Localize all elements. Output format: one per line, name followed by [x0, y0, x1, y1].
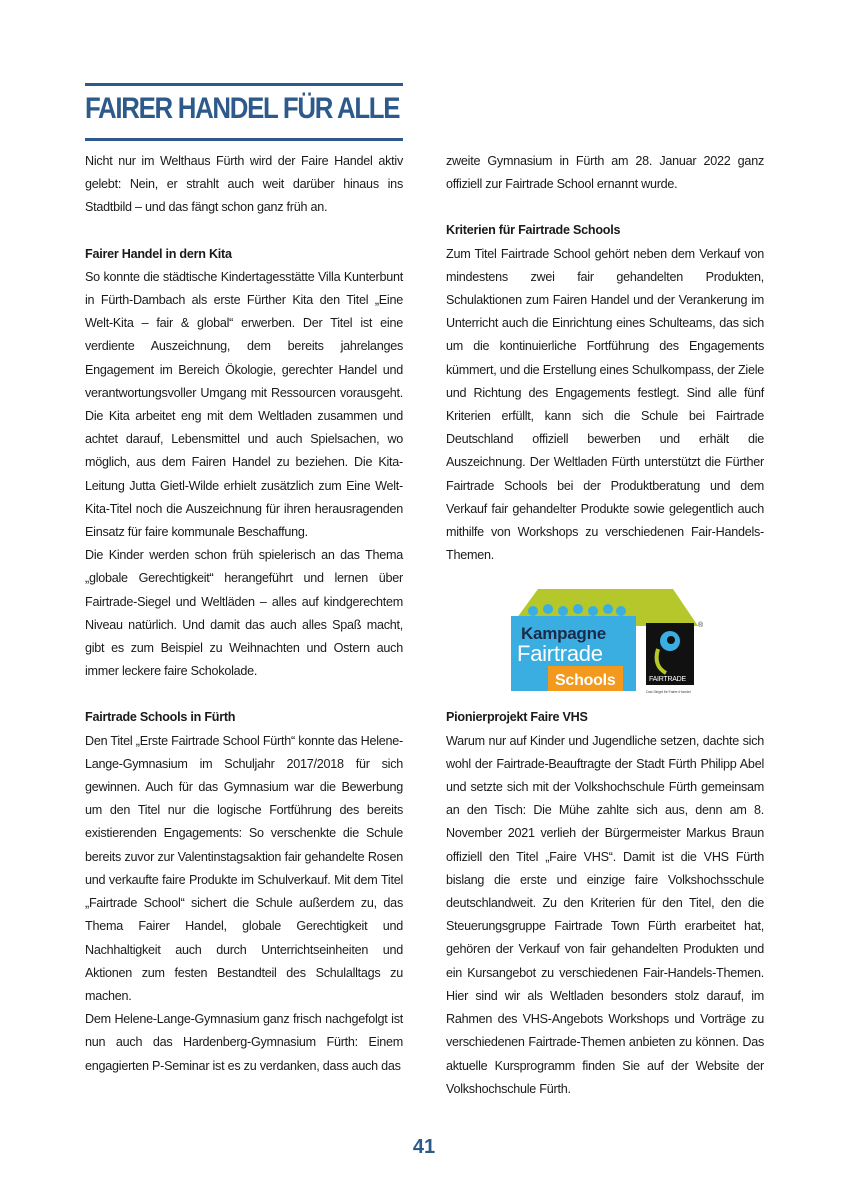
continuation-paragraph: zweite Gymnasium in Fürth am 28. Januar 2022 ganz offiziell zur Fairtrade School ernannt wurde. — [446, 154, 764, 192]
criteria-paragraph: Zum Titel Fairtrade School gehört neben dem Verkauf von mindestens zwei fair gehandelten Produkten, Schulaktionen zum Fairen Handel und der Verankerung im Unterricht auch die Einrichtung eines Schulteams, das sich um die kontinuierliche Fortführung des Engagements kümmert, und die Erstellung eines Schulkompass, der Ziele und Richtung des Engagements festlegt. Sind alle fünf Kriterien erfüllt, kann sich die Schule bei Fairtrade Deutschland offiziell bewerben und erhält die Auszeichnung. Der Weltladen Fürth unterstützt die Fürther Fairtrade Schools bei der Produktberatung und dem Verkauf fair gehandelter Produkte sowie gelegentlich auch mithilfe von Workshops zu verschiedenen Fair-Handels-Themen. — [446, 246, 764, 563]
bottom-rule — [85, 138, 403, 141]
logo-text-fairtrade: Fairtrade — [517, 641, 603, 667]
left-column — [85, 150, 403, 1078]
fairtrade-schools-logo — [503, 581, 703, 696]
intro-paragraph: Nicht nur im Welthaus Fürth wird der Faire Handel aktiv gelebt: Nein, er strahlt auch weit darüber hinaus ins Stadtbild – und das fängt schon ganz früh an. — [85, 154, 403, 215]
logo-text-kampagne: Kampagne — [521, 624, 606, 644]
logo-graphic — [503, 581, 703, 696]
logo-tagline: Das Siegel für Fairen Handel — [646, 689, 691, 695]
page-number: 41 — [412, 1136, 436, 1158]
schools-paragraph-2: Dem Helene-Lange-Gymnasium ganz frisch nachgefolgt ist nun auch das Hardenberg-Gymnasium Fürth: Einem engagierten P-Seminar ist es zu verdanken, dass auch das — [85, 1012, 403, 1073]
kita-paragraph: So konnte die städtische Kindertagesstätte Villa Kunterbunt in Fürth-Dambach als erste Fürther Kita den Titel „Eine Welt-Kita – fair & global“ erwerben. Der Titel ist eine verdiente Auszeichnung, dem bereits jahrelanges Engagement im Bereich Ökologie, gerechter Handel und verantwortungsvoller Umgang mit Ressourcen vorausgeht. Die Kita arbeitet eng mit dem Weltladen zusammen und achtet darauf, Lebensmittel und auch Spielsachen, wo möglich, aus dem Fairen Handel zu beziehen. Die Kita-Leitung Jutta Gietl-Wilde erhielt zusätzlich zum Eine Welt-Kita-Titel noch die Auszeichnung für ihren herausragenden Einsatz für faire kommunale Beschaffung. — [85, 269, 403, 540]
page-title: FAIRER HANDEL FÜR ALLE — [85, 92, 400, 125]
right-column — [446, 150, 764, 1101]
top-rule — [85, 83, 403, 86]
section-heading-vhs: Pionierprojekt Faire VHS — [446, 710, 588, 725]
logo-text-fairtrade-mark: FAIRTRADE — [649, 676, 686, 684]
logo-text-schools: Schools — [555, 672, 616, 690]
section-heading-criteria: Kriterien für Fairtrade Schools — [446, 223, 621, 238]
kita-paragraph-2: Die Kinder werden schon früh spielerisch an das Thema „globale Gerechtigkeit“ herangeführt und lernen über Fairtrade-Siegel und Weltläden – alles auf kindgerechtem Niveau natürlich. Und damit das auch alles Spaß macht, gibt es zum Beispiel zu Weihnachten und Ostern auch immer leckere faire Schokolade. — [85, 548, 403, 679]
section-heading-schools: Fairtrade Schools in Fürth — [85, 710, 236, 725]
logo-registered: ® — [698, 622, 703, 630]
section-heading-kita: Fairer Handel in dern Kita — [85, 246, 232, 261]
vhs-paragraph: Warum nur auf Kinder und Jugendliche setzen, dachte sich wohl der Fairtrade-Beauftragte der Stadt Fürth Philipp Abel und setzte sich mit der Volkshochschule Fürth gemeinsam an den Tisch: Die Mühe zahlte sich aus, denn am 8. November 2021 verlieh der Bürgermeister Markus Braun offiziell den Titel „Faire VHS“. Damit ist die VHS Fürth bislang die erste und einzige faire Volkshochsschule deutschlandweit. Zu den Kriterien für den Titel, den die Steuerungsgruppe Fairtrade Town Fürth erarbeitet hat, gehören der Verkauf von fair gehandelten Produkten und ein Kursangebot zu verschiedenen Fair-Handels-Themen. Hier sind wir als Weltladen besonders stolz darauf, im Rahmen des VHS-Angebots Workshops und Vorträge zu verschiedenen Fairtrade-Themen anbieten zu können. Das aktuelle Kursprogramm finden Sie auf der Website der Volkshochschule Fürth. — [446, 733, 764, 1096]
schools-paragraph: Den Titel „Erste Fairtrade School Fürth“ konnte das Helene-Lange-Gymnasium im Schuljahr 2017/2018 für sich gewinnen. Auch für das Gymnasium war die Bewerbung um den Titel nur die logische Fortführung des bereits existierenden Engagements: So verschenkte die Schule bereits zuvor zur Valentinstagsaktion fair gehandelte Rosen und verkaufte faire Produkte im Schulverkauf. Mit dem Titel „Fairtrade School“ sichert die Schule außerdem zu, das Thema Fairer Handel, globale Gerechtigkeit und Nachhaltigkeit auch durch Unterrichtseinheiten und Aktionen zum festen Bestandteil des Schulalltags zu machen. — [85, 733, 403, 1003]
